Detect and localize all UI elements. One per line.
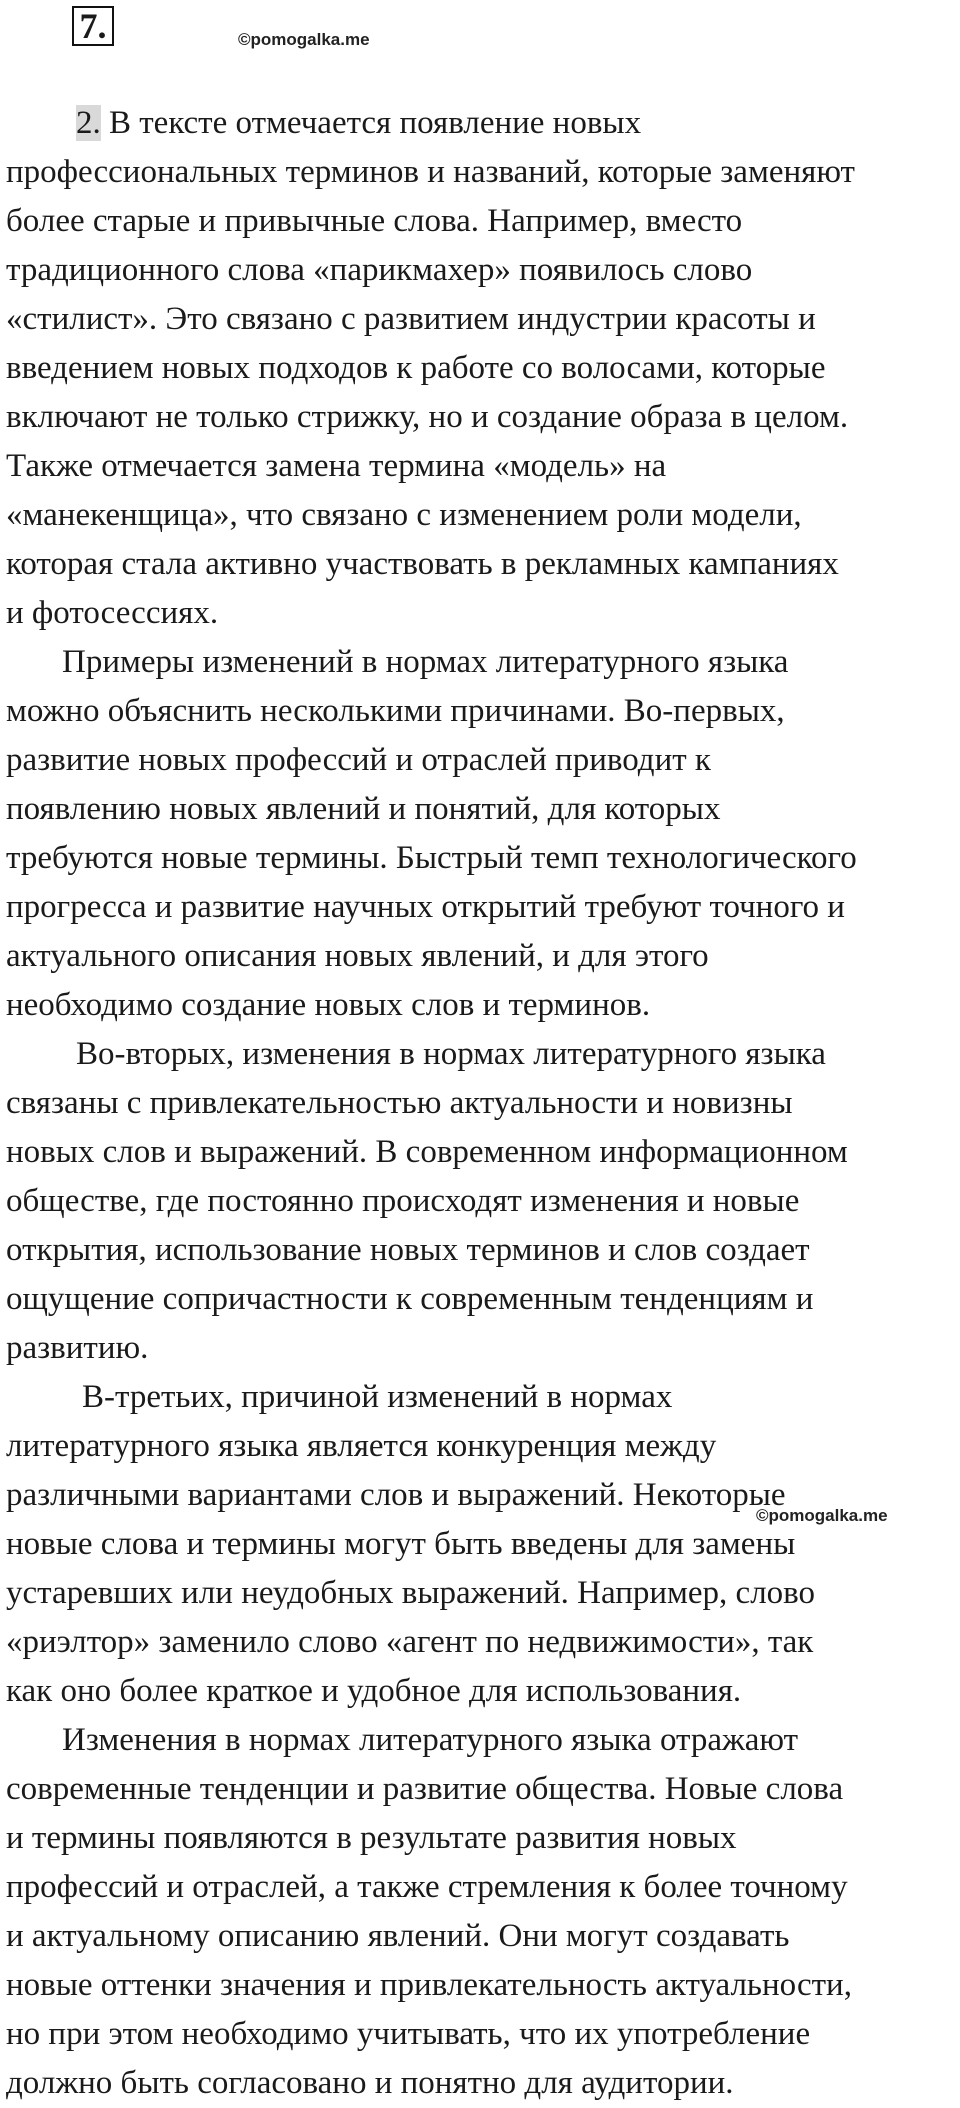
text-line [6, 1177, 956, 1226]
line-text: введением новых подходов к работе со волосами, которые [6, 350, 826, 386]
line-text: «риэлтор» заменило слово «агент по недвижимости», так [6, 1624, 814, 1660]
line-text: требуются новые термины. Быстрый темп технологического [6, 840, 857, 876]
line-text: Примеры изменений в нормах литературного языка [62, 644, 789, 680]
text-line [6, 99, 956, 148]
line-text: более старые и привычные слова. Например, вместо [6, 203, 743, 239]
text-line [6, 540, 956, 589]
line-text: «манекенщица», что связано с изменением роли модели, [6, 497, 802, 533]
line-text: включают не только стрижку, но и создание образа в целом. [6, 399, 849, 435]
text-line [6, 1324, 956, 1373]
line-text: которая стала активно участвовать в рекламных кампаниях [6, 546, 839, 582]
text-line [6, 246, 956, 295]
line-text: открытия, использование новых терминов и слов создает [6, 1232, 810, 1268]
line-text: Также отмечается замена термина «модель» на [6, 448, 667, 484]
text-line [6, 883, 956, 932]
text-line [6, 1716, 956, 1765]
text-line [6, 295, 956, 344]
text-line [6, 2059, 956, 2108]
line-text: и термины появляются в результате развития новых [6, 1820, 737, 1856]
text-line [6, 1814, 956, 1863]
line-text: прогресса и развитие научных открытий требуют точного и [6, 889, 845, 925]
text-line [6, 1128, 956, 1177]
line-text: различными вариантами слов и выражений. Некоторые [6, 1477, 786, 1513]
text-line [6, 1569, 956, 1618]
line-text: связаны с привлекательностью актуальности и новизны [6, 1085, 793, 1121]
text-line [6, 393, 956, 442]
line-text: ощущение сопричастности к современным тенденциям и [6, 1281, 814, 1317]
line-text: появлению новых явлений и понятий, для которых [6, 791, 721, 827]
line-text: устаревших или неудобных выражений. Например, слово [6, 1575, 816, 1611]
line-text: Изменения в нормах литературного языка отражают [62, 1722, 799, 1758]
text-line [6, 1520, 956, 1569]
line-text: развитию. [6, 1330, 149, 1366]
line-text: и фотосессиях. [6, 595, 219, 631]
line-text: должно быть согласовано и понятно для аудитории. [6, 2065, 734, 2101]
line-text: обществе, где постоянно происходят изменения и новые [6, 1183, 800, 1219]
text-line [6, 1912, 956, 1961]
text-line [6, 1618, 956, 1667]
text-line [6, 1863, 956, 1912]
line-text: традиционного слова «парикмахер» появилось слово [6, 252, 753, 288]
text-line [6, 932, 956, 981]
paragraph [6, 1373, 956, 1716]
text-line [6, 834, 956, 883]
line-text: В тексте отмечается появление новых [100, 105, 642, 141]
text-line [6, 442, 956, 491]
line-text: необходимо создание новых слов и терминов. [6, 987, 651, 1023]
line-text: и актуальному описанию явлений. Они могут создавать [6, 1918, 790, 1954]
text-line [6, 1961, 956, 2010]
line-text: профессий и отраслей, а также стремления к более точному [6, 1869, 848, 1905]
line-text: новые слова и термины могут быть введены для замены [6, 1526, 796, 1562]
text-line [6, 981, 956, 1030]
text-line [6, 1030, 956, 1079]
line-text: современные тенденции и развитие общества. Новые слова [6, 1771, 844, 1807]
text-line [6, 736, 956, 785]
line-text: литературного языка является конкуренция между [6, 1428, 717, 1464]
text-line [6, 638, 956, 687]
line-text: В-третьих, причиной изменений в нормах [82, 1379, 673, 1415]
line-text: новые оттенки значения и привлекательность актуальности, [6, 1967, 852, 2003]
text-line [6, 1422, 956, 1471]
text-line [6, 1373, 956, 1422]
text-line [6, 197, 956, 246]
text-line [6, 148, 956, 197]
line-text: профессиональных терминов и названий, которые заменяют [6, 154, 855, 190]
paragraph [6, 1716, 956, 2108]
text-line [6, 1765, 956, 1814]
text-line [6, 1226, 956, 1275]
line-text: можно объяснить несколькими причинами. Во-первых, [6, 693, 785, 729]
text-line [6, 491, 956, 540]
line-text: «стилист». Это связано с развитием индустрии красоты и [6, 301, 816, 337]
text-line [6, 1275, 956, 1324]
paragraph [6, 638, 956, 1030]
line-text: как оно более краткое и удобное для использования. [6, 1673, 742, 1709]
line-text: актуального описания новых явлений, и для этого [6, 938, 709, 974]
task-number-box: 7. [72, 6, 114, 46]
text-line [6, 344, 956, 393]
item-number-highlight: 2. [76, 105, 101, 141]
watermark-top: ©pomogalka.me [238, 30, 370, 49]
text-line [6, 687, 956, 736]
paragraph [6, 1030, 956, 1373]
document-body [6, 99, 956, 2108]
line-text: но при этом необходимо учитывать, что их употребление [6, 2016, 811, 2052]
line-text: новых слов и выражений. В современном информационном [6, 1134, 848, 1170]
text-line [6, 1079, 956, 1128]
text-line [6, 2010, 956, 2059]
text-line [6, 1667, 956, 1716]
line-text: развитие новых профессий и отраслей приводит к [6, 742, 711, 778]
paragraph [6, 99, 956, 638]
text-line [6, 589, 956, 638]
line-text: Во-вторых, изменения в нормах литературного языка [76, 1036, 826, 1072]
text-line [6, 785, 956, 834]
watermark-middle: ©pomogalka.me [756, 1506, 888, 1525]
